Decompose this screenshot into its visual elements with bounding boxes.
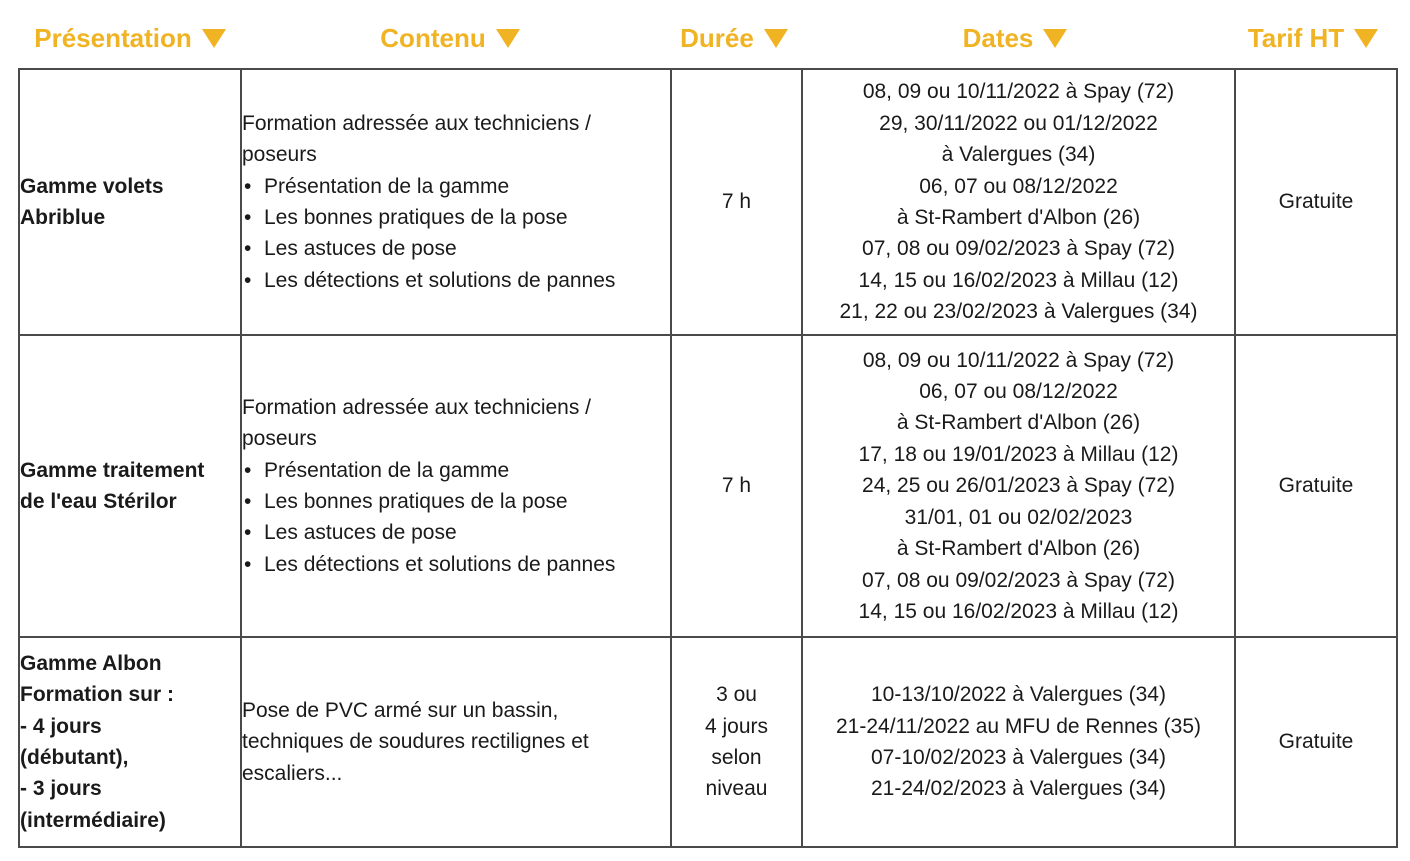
date-line: 14, 15 ou 16/02/2023 à Millau (12) (858, 268, 1179, 292)
content-cell (241, 69, 671, 335)
content-intro-line: Formation adressée aux techniciens / (242, 111, 592, 135)
date-line: 21-24/02/2023 à Valergues (34) (871, 777, 1166, 801)
sort-triangle-icon (764, 29, 788, 48)
date-line: 31/01, 01 ou 02/02/2023 (904, 505, 1133, 529)
duration-line: selon (711, 746, 762, 769)
tarif-value: Gratuite (1278, 730, 1354, 754)
date-line: 14, 15 ou 16/02/2023 à Millau (12) (858, 599, 1179, 623)
date-line: à St-Rambert d'Albon (26) (896, 411, 1141, 435)
content-bullet: • Les détections et solutions de pannes (242, 549, 670, 580)
content-bullet-list (242, 171, 670, 297)
content-bullet: • Les détections et solutions de pannes (242, 265, 670, 296)
date-line: 24, 25 ou 26/01/2023 à Spay (72) (862, 474, 1175, 498)
presentation-line: - 4 jours (20, 714, 102, 738)
tarif-value: Gratuite (1278, 474, 1354, 498)
content-cell (241, 335, 671, 637)
presentation-cell (19, 335, 241, 637)
presentation-line: Formation sur : (20, 683, 175, 707)
header-presentation[interactable] (30, 18, 230, 58)
content-bullet: • Présentation de la gamme (242, 171, 670, 202)
content-bullet-list (242, 455, 670, 581)
dates-cell (802, 335, 1235, 637)
presentation-cell (19, 69, 241, 335)
tarif-cell (1235, 637, 1397, 847)
presentation-line: Gamme volets (20, 174, 164, 198)
content-intro-line: Formation adressée aux techniciens / (242, 395, 592, 419)
date-line: 29, 30/11/2022 ou 01/12/2022 (879, 111, 1158, 135)
content-bullet: • Les astuces de pose (242, 233, 670, 264)
date-line: 10-13/10/2022 à Valergues (34) (871, 683, 1166, 707)
date-line: à St-Rambert d'Albon (26) (896, 537, 1141, 561)
sort-triangle-icon (1354, 29, 1378, 48)
header-tarif-label: Tarif HT (1247, 22, 1345, 53)
duration-line: 7 h (721, 474, 752, 498)
duration-cell (671, 69, 802, 335)
dates-cell (802, 69, 1235, 335)
table-row (19, 335, 1397, 637)
table-header (0, 18, 1410, 58)
header-tarif[interactable] (1238, 18, 1388, 58)
header-dates-label: Dates (962, 22, 1034, 53)
date-line: 08, 09 ou 10/11/2022 à Spay (72) (862, 80, 1175, 104)
content-intro-line: escaliers... (242, 761, 343, 785)
content-intro-line: Pose de PVC armé sur un bassin, (242, 698, 559, 722)
presentation-line: de l'eau Stérilor (20, 490, 177, 513)
table-row (19, 69, 1397, 335)
duration-cell (671, 637, 802, 847)
header-duree-label: Durée (680, 22, 754, 53)
sort-triangle-icon (1043, 29, 1067, 48)
date-line: à Valergues (34) (941, 143, 1096, 167)
presentation-line: (débutant), (20, 746, 129, 769)
header-dates[interactable] (940, 18, 1090, 58)
date-line: 06, 07 ou 08/12/2022 (919, 174, 1118, 198)
content-intro-line: poseurs (242, 143, 317, 167)
presentation-cell (19, 637, 241, 847)
sort-triangle-icon (202, 29, 226, 48)
content-intro-line: techniques de soudures rectilignes et (242, 730, 589, 754)
date-line: 17, 18 ou 19/01/2023 à Millau (12) (858, 442, 1179, 466)
header-duree[interactable] (664, 18, 804, 58)
duration-line: 4 jours (704, 714, 769, 738)
presentation-line: Gamme Albon (20, 651, 162, 675)
training-table (18, 68, 1398, 848)
date-line: 21, 22 ou 23/02/2023 à Valergues (34) (839, 300, 1198, 324)
date-line: 07-10/02/2023 à Valergues (34) (871, 746, 1166, 769)
header-contenu-label: Contenu (380, 22, 486, 53)
header-presentation-label: Présentation (34, 22, 192, 53)
presentation-line: Gamme traitement (20, 458, 205, 482)
content-intro-line: poseurs (242, 427, 317, 451)
date-line: 08, 09 ou 10/11/2022 à Spay (72) (862, 348, 1175, 372)
sort-triangle-icon (496, 29, 520, 48)
content-bullet: • Présentation de la gamme (242, 455, 670, 486)
duration-line: 3 ou (716, 683, 757, 707)
presentation-line: (intermédiaire) (20, 808, 166, 832)
date-line: 21-24/11/2022 au MFU de Rennes (35) (836, 714, 1201, 738)
duration-cell (671, 335, 802, 637)
tarif-cell (1235, 69, 1397, 335)
date-line: 06, 07 ou 08/12/2022 (919, 380, 1118, 404)
dates-cell (802, 637, 1235, 847)
date-line: 07, 08 ou 09/02/2023 à Spay (72) (862, 237, 1175, 261)
duration-line: 7 h (721, 190, 752, 214)
content-bullet: • Les bonnes pratiques de la pose (242, 486, 670, 517)
tarif-value: Gratuite (1278, 190, 1354, 214)
date-line: 07, 08 ou 09/02/2023 à Spay (72) (862, 568, 1175, 592)
date-line: à St-Rambert d'Albon (26) (896, 206, 1141, 229)
table-row (19, 637, 1397, 847)
header-contenu[interactable] (360, 18, 540, 58)
content-cell (241, 637, 671, 847)
content-bullet: • Les astuces de pose (242, 517, 670, 548)
presentation-line: Abriblue (20, 206, 106, 229)
duration-line: niveau (705, 777, 768, 801)
presentation-line: - 3 jours (20, 777, 102, 801)
content-bullet: • Les bonnes pratiques de la pose (242, 202, 670, 233)
tarif-cell (1235, 335, 1397, 637)
